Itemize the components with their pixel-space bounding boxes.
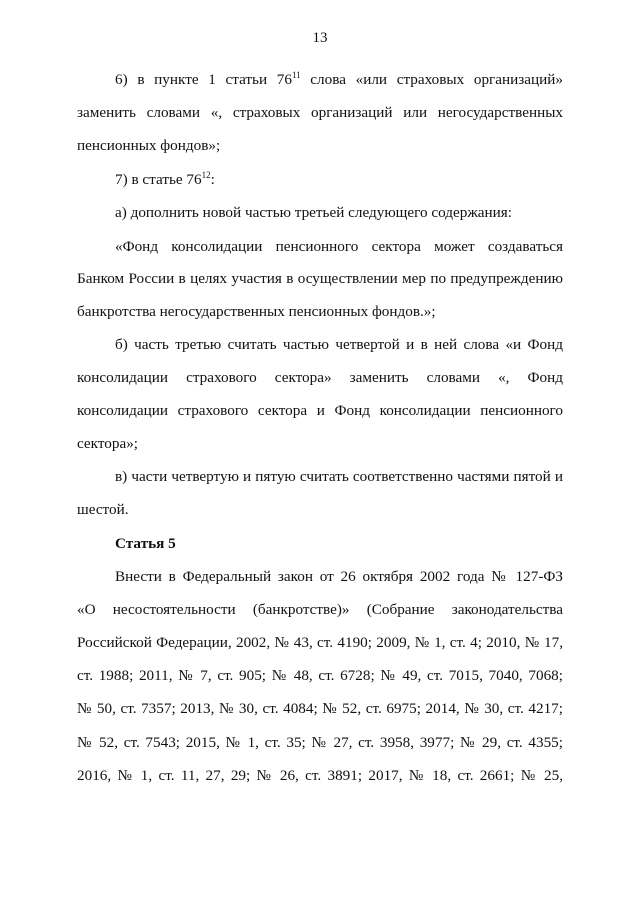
item-7-colon: :	[210, 171, 215, 188]
item-6-text-a: 6) в пункте 1 статьи 76	[115, 71, 292, 88]
subitem-v-line-1: в) части четвертую и пятую считать соответственно частями пятой и	[115, 468, 563, 485]
article-5-heading: Статья 5	[115, 535, 176, 552]
article-5-line-3: Российской Федерации, 2002, № 43, ст. 4190; 2009, № 1, ст. 4; 2010, № 17,	[77, 634, 563, 651]
article-5-line-2: «О несостоятельности (банкротстве)» (Собрание законодательства	[77, 601, 563, 618]
item-6-line-1	[115, 70, 563, 90]
article-5-line-4: ст. 1988; 2011, № 7, ст. 905; № 48, ст. 6728; № 49, ст. 7015, 7040, 7068;	[77, 667, 563, 684]
subitem-b-line-3: консолидации страхового сектора и Фонд консолидации пенсионного	[77, 402, 563, 419]
article-5-line-5: № 50, ст. 7357; 2013, № 30, ст. 4084; № 52, ст. 6975; 2014, № 30, ст. 4217;	[77, 700, 563, 717]
quote-line-2: Банком России в целях участия в осуществлении мер по предупреждению	[77, 270, 563, 287]
item-6-line-3: пенсионных фондов»;	[77, 137, 221, 154]
item-7-superscript: 12	[201, 170, 211, 180]
item-6-text-b: слова «или страховых организаций»	[300, 71, 563, 88]
page-number: 13	[312, 30, 328, 46]
subitem-a-line: а) дополнить новой частью третьей следующего содержания:	[115, 204, 513, 221]
item-7-text: 7) в статье 76	[115, 171, 202, 188]
article-5-line-6: № 52, ст. 7543; 2015, № 1, ст. 35; № 27, ст. 3958, 3977; № 29, ст. 4355;	[77, 734, 563, 751]
subitem-b-line-2: консолидации страхового сектора» заменить словами «, Фонд	[77, 369, 563, 386]
quote-line-3: банкротства негосударственных пенсионных фондов.»;	[77, 303, 436, 320]
item-7-line	[115, 170, 563, 190]
subitem-v-line-2: шестой.	[77, 501, 129, 518]
article-5-line-7: 2016, № 1, ст. 11, 27, 29; № 26, ст. 3891; 2017, № 18, ст. 2661; № 25,	[77, 767, 563, 784]
item-6-superscript: 11	[291, 70, 301, 80]
subitem-b-line-4: сектора»;	[77, 435, 139, 452]
quote-line-1: «Фонд консолидации пенсионного сектора может создаваться	[115, 238, 563, 255]
item-6-line-2: заменить словами «, страховых организаций или негосударственных	[77, 104, 563, 121]
subitem-b-line-1: б) часть третью считать частью четвертой и в ней слова «и Фонд	[115, 336, 563, 353]
article-5-line-1: Внести в Федеральный закон от 26 октября 2002 года № 127-ФЗ	[115, 568, 563, 585]
